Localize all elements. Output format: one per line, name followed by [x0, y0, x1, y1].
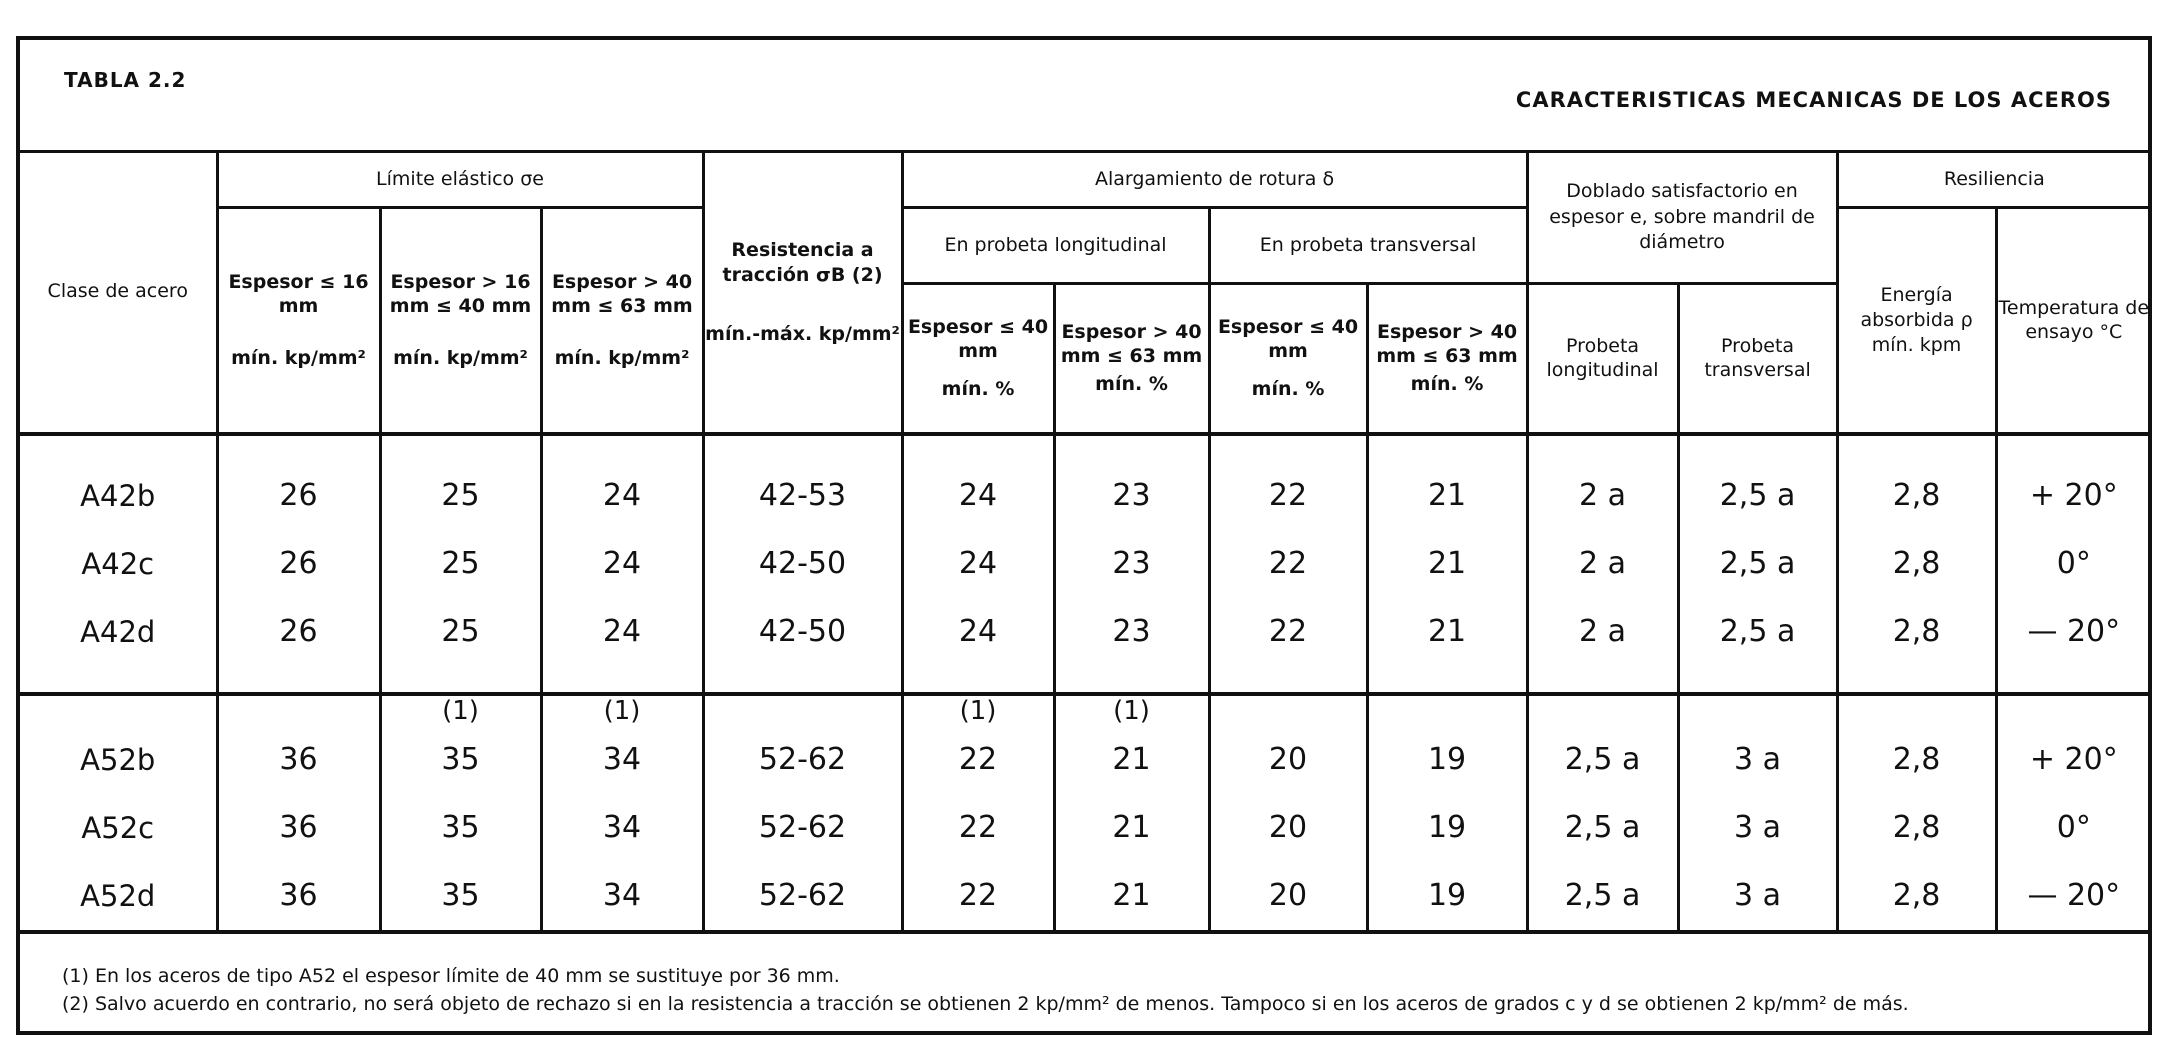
limite-col-2-unit: mín. kp/mm²: [393, 347, 528, 370]
cell-value: 24: [541, 598, 703, 666]
cell-value: 20: [1209, 726, 1367, 794]
cell-value: 36: [217, 794, 380, 862]
limite-col-1-unit: mín. kp/mm²: [231, 347, 366, 370]
cell-value: 2,5 a: [1527, 862, 1678, 932]
header-clase: Clase de acero: [20, 152, 217, 434]
alarg-col-1-unit: mín. %: [941, 378, 1015, 401]
cell-value: 24: [902, 530, 1054, 598]
footnote-mark: (1): [541, 694, 703, 726]
cell-value: 52-62: [703, 794, 902, 862]
cell-value: 26: [217, 530, 380, 598]
cell-value: 52-62: [703, 726, 902, 794]
steel-properties-table: [20, 150, 2150, 934]
alarg-col-3-espesor: Espesor ≤ 40 mm: [1217, 315, 1359, 363]
cell-value: 2,5 a: [1678, 462, 1837, 530]
footnote-2: (2) Salvo acuerdo en contrario, no será objeto de rechazo si en la resistencia a tracción se obtienen 2 kp/mm² de menos. Tampoco si en los aceros de grados c y d se obtienen 2 kp/mm² de más.: [62, 992, 1909, 1015]
cell-value: 2,5 a: [1678, 530, 1837, 598]
cell-value: 21: [1367, 530, 1527, 598]
cell-value: + 20°: [1996, 462, 2150, 530]
header-limite-elastico: Límite elástico σe: [217, 152, 703, 208]
cell-value: 21: [1054, 862, 1209, 932]
cell-value: 3 a: [1678, 794, 1837, 862]
group-a42-spacer: [20, 434, 2150, 462]
cell-value: 22: [1209, 598, 1367, 666]
footnote-1: (1) En los aceros de tipo A52 el espesor límite de 40 mm se sustituye por 36 mm.: [62, 965, 840, 987]
header-temperatura: Temperatura de ensayo °C: [1996, 208, 2150, 434]
header-resistencia-label: Resistencia a tracción σB (2): [722, 238, 883, 287]
cell-value: 34: [541, 794, 703, 862]
table-row: [20, 530, 2150, 598]
cell-value: 24: [541, 530, 703, 598]
page-title: CARACTERISTICAS MECANICAS DE LOS ACEROS: [1515, 88, 2112, 112]
cell-value: 34: [541, 726, 703, 794]
cell-value: — 20°: [1996, 598, 2150, 666]
cell-value: 3 a: [1678, 726, 1837, 794]
limite-col-2-espesor: Espesor > 16 mm ≤ 40 mm: [389, 270, 532, 318]
cell-value: 2 a: [1527, 530, 1678, 598]
cell-value: 24: [902, 462, 1054, 530]
cell-clase: A42d: [80, 614, 156, 649]
header-limite-col-3: [541, 208, 703, 434]
header-alarg-col-4: [1367, 284, 1527, 434]
group-a42-end-spacer: [20, 666, 2150, 694]
cell-value: 0°: [1996, 794, 2150, 862]
cell-value: 21: [1054, 726, 1209, 794]
header-energia: Energía absorbida ρ mín. kpm: [1837, 208, 1996, 434]
cell-value: 2,5 a: [1678, 598, 1837, 666]
header-probeta-transversal: En probeta transversal: [1209, 208, 1527, 284]
cell-value: 35: [380, 726, 541, 794]
cell-value: 23: [1054, 462, 1209, 530]
alarg-col-2-espesor: Espesor > 40 mm ≤ 63 mm: [1060, 320, 1203, 368]
cell-value: 24: [902, 598, 1054, 666]
cell-value: 22: [902, 726, 1054, 794]
cell-value: 2 a: [1527, 598, 1678, 666]
header-alarg-col-2: [1054, 284, 1209, 434]
cell-value: 22: [1209, 530, 1367, 598]
cell-value: 2,8: [1837, 794, 1996, 862]
cell-value: 22: [1209, 462, 1367, 530]
alarg-col-2-unit: mín. %: [1095, 373, 1168, 396]
header-alarg-col-3: [1209, 284, 1367, 434]
cell-value: 19: [1367, 862, 1527, 932]
cell-value: 2,8: [1837, 862, 1996, 932]
cell-value: 36: [217, 862, 380, 932]
cell-value: 42-50: [703, 530, 902, 598]
cell-value: 52-62: [703, 862, 902, 932]
cell-value: + 20°: [1996, 726, 2150, 794]
header-limite-col-2: [380, 208, 541, 434]
header-resiliencia: Resiliencia: [1837, 152, 2150, 208]
footnote-mark: (1): [902, 694, 1054, 726]
cell-value: 22: [902, 862, 1054, 932]
cell-value: — 20°: [1996, 862, 2150, 932]
cell-value: 19: [1367, 794, 1527, 862]
cell-clase: A52c: [81, 810, 155, 845]
cell-value: 20: [1209, 794, 1367, 862]
cell-value: 2,8: [1837, 462, 1996, 530]
cell-value: 2,8: [1837, 530, 1996, 598]
table-row: [20, 598, 2150, 666]
cell-value: 42-50: [703, 598, 902, 666]
table-row: [20, 726, 2150, 794]
header-resistencia-unit: mín.-máx. kp/mm²: [705, 323, 900, 346]
cell-value: 2 a: [1527, 462, 1678, 530]
cell-value: 2,8: [1837, 726, 1996, 794]
footnotes: [62, 963, 2122, 1018]
table-row: [20, 862, 2150, 932]
header-doblado-longitudinal: Probeta longitudinal: [1527, 284, 1678, 434]
cell-value: 34: [541, 862, 703, 932]
cell-value: 25: [380, 598, 541, 666]
cell-value: 20: [1209, 862, 1367, 932]
limite-col-1-espesor: Espesor ≤ 16 mm: [228, 270, 369, 318]
header-alargamiento: Alargamiento de rotura δ: [902, 152, 1527, 208]
alarg-col-4-espesor: Espesor > 40 mm ≤ 63 mm: [1376, 320, 1518, 368]
footnote-mark: (1): [1054, 694, 1209, 726]
cell-clase: A42c: [81, 546, 155, 581]
alarg-col-3-unit: mín. %: [1251, 378, 1325, 401]
cell-value: 2,8: [1837, 598, 1996, 666]
cell-clase: A42b: [80, 478, 156, 513]
limite-col-3-espesor: Espesor > 40 mm ≤ 63 mm: [551, 270, 693, 318]
cell-value: 0°: [1996, 530, 2150, 598]
header-doblado: Doblado satisfactorio en espesor e, sobre mandril de diámetro: [1527, 152, 1837, 284]
cell-value: 25: [380, 462, 541, 530]
cell-value: 35: [380, 794, 541, 862]
header-alarg-col-1: [902, 284, 1054, 434]
cell-value: 21: [1054, 794, 1209, 862]
cell-clase: A52d: [20, 862, 217, 932]
cell-value: 25: [380, 530, 541, 598]
header-doblado-transversal: Probeta transversal: [1678, 284, 1837, 434]
cell-value: 23: [1054, 598, 1209, 666]
footnote-mark: (1): [380, 694, 541, 726]
alarg-col-4-unit: mín. %: [1410, 373, 1484, 396]
table-row: [20, 794, 2150, 862]
cell-value: 26: [217, 598, 380, 666]
cell-value: 19: [1367, 726, 1527, 794]
cell-value: 36: [217, 726, 380, 794]
header-probeta-longitudinal: En probeta longitudinal: [902, 208, 1209, 284]
cell-value: 26: [217, 462, 380, 530]
table-number: TABLA 2.2: [64, 68, 187, 92]
cell-value: 42-53: [703, 462, 902, 530]
header-limite-col-1: [217, 208, 380, 434]
limite-col-3-unit: mín. kp/mm²: [554, 347, 690, 370]
table-row: [20, 462, 2150, 530]
cell-clase: A52b: [80, 742, 156, 777]
alarg-col-1-espesor: Espesor ≤ 40 mm: [907, 315, 1049, 363]
cell-value: 2,5 a: [1527, 794, 1678, 862]
cell-value: 35: [380, 862, 541, 932]
cell-value: 21: [1367, 462, 1527, 530]
cell-value: 23: [1054, 530, 1209, 598]
cell-value: 21: [1367, 598, 1527, 666]
group-a52-footnote-row: [20, 694, 2150, 726]
cell-value: 22: [902, 794, 1054, 862]
cell-value: 3 a: [1678, 862, 1837, 932]
cell-value: 2,5 a: [1527, 726, 1678, 794]
cell-value: 24: [541, 462, 703, 530]
header-resistencia: [703, 152, 902, 434]
